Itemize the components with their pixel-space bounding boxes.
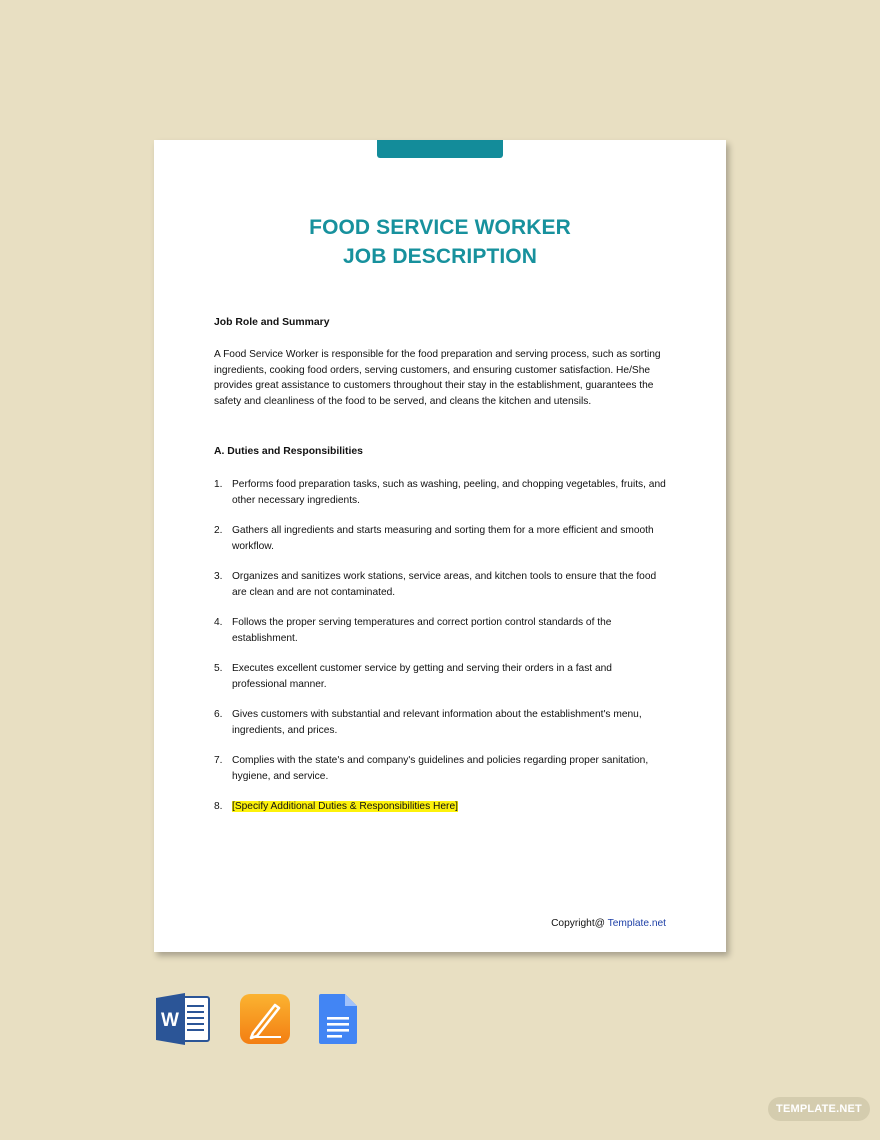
list-item (214, 799, 666, 845)
list-item (214, 661, 666, 707)
list-text: Performs food preparation tasks, such as washing, peeling, and chopping vegetables, fruits, and other necessary ingredients. (232, 479, 666, 506)
copyright-label: Copyright@ (551, 918, 606, 929)
list-item (214, 523, 666, 569)
list-number: 6. (214, 709, 223, 720)
copyright-link[interactable]: Template.net (607, 918, 666, 929)
list-number: 8. (214, 801, 223, 812)
list-text: Follows the proper serving temperatures and correct portion control standards of the establishment. (232, 617, 612, 644)
word-icon[interactable] (155, 993, 211, 1045)
list-number: 5. (214, 663, 223, 674)
highlighted-placeholder-text: [Specify Additional Duties & Responsibilities Here] (232, 801, 458, 812)
summary-paragraph: A Food Service Worker is responsible for the food preparation and serving process, such as sorting ingredients, cooking food orders, serving customers, and ensuring customer satisfaction. He/She provides great assistance to customers throughout their stay in the establishment, guarantees the safety and cleanliness of the food to be served, and cleans the kitchen and utensils. (214, 349, 661, 407)
list-number: 7. (214, 755, 223, 766)
document-title (154, 213, 726, 271)
list-text: Complies with the state's and company's guidelines and policies regarding proper sanitation, hygiene, and service. (232, 755, 649, 782)
list-text: Organizes and sanitizes work stations, service areas, and kitchen tools to ensure that the food are clean and are not contaminated. (232, 571, 657, 598)
pages-icon[interactable] (239, 993, 291, 1045)
duties-list (214, 477, 666, 845)
template-net-watermark: TEMPLATE.NET (768, 1097, 870, 1121)
section-heading-duties: A. Duties and Responsibilities (214, 446, 363, 457)
list-item (214, 477, 666, 523)
title-line-2: JOB DESCRIPTION (342, 245, 538, 268)
section-heading-job-role: Job Role and Summary (214, 317, 330, 328)
list-text: Executes excellent customer service by getting and serving their orders in a fast and professional manner. (232, 663, 612, 690)
list-item (214, 569, 666, 615)
list-item (214, 707, 666, 753)
list-number: 4. (214, 617, 223, 628)
list-number: 1. (214, 479, 223, 490)
list-item (214, 753, 666, 799)
list-number: 2. (214, 525, 223, 536)
google-docs-icon[interactable] (317, 993, 359, 1045)
page-top-tab (377, 140, 503, 158)
document-page (154, 140, 726, 952)
list-text: Gives customers with substantial and relevant information about the establishment's menu, ingredients, and prices. (232, 709, 642, 736)
list-text: Gathers all ingredients and starts measuring and sorting them for a more efficient and smooth workflow. (232, 525, 654, 552)
list-number: 3. (214, 571, 223, 582)
svg-text:W: W (161, 1010, 179, 1031)
copyright-notice (551, 918, 666, 929)
list-item (214, 615, 666, 661)
title-line-1: FOOD SERVICE WORKER (309, 216, 571, 239)
